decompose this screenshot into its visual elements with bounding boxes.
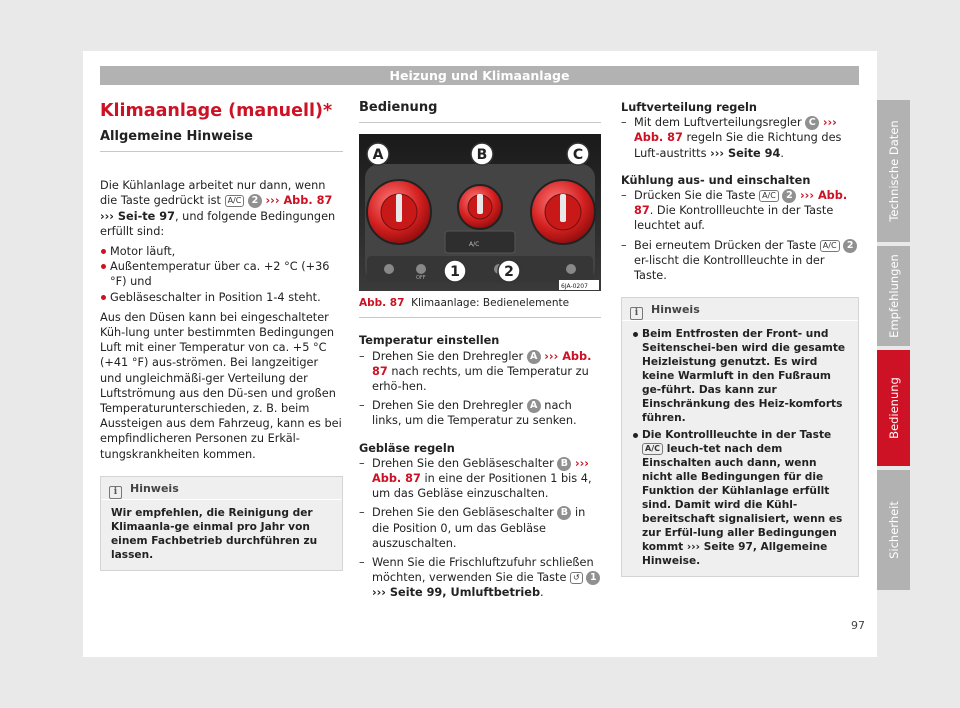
figure-label-a: A: [372, 147, 384, 164]
ac-key-icon: A/C: [225, 195, 245, 207]
tab-bedienung[interactable]: Bedienung: [877, 350, 910, 466]
figure-label-b: B: [476, 147, 488, 164]
page-title: Klimaanlage (manuell)*: [100, 101, 333, 121]
ac-key-icon: A/C: [759, 190, 779, 202]
note-box: [621, 297, 859, 577]
note-header: i Hinweis: [622, 298, 858, 321]
climate-panel-illustration: [359, 134, 601, 291]
figure-label-2: 2: [504, 264, 514, 281]
note-box: [100, 476, 343, 571]
chapter-header: Heizung und Klimaanlage: [100, 66, 859, 85]
tab-sicherheit[interactable]: Sicherheit: [877, 470, 910, 590]
column-right: [621, 100, 859, 577]
info-icon: i: [109, 486, 122, 499]
intro-paragraph: Die Kühlanlage arbeitet nur dann, wenn die Taste gedrückt ist A/C 2 ››› Abb. 87 ››› Sei-te 97, und folgende Bedingungen erfüllt sind:: [100, 179, 336, 238]
step-item: – Drehen Sie den Gebläseschalter B in die Position 0, um das Gebläse auszuschalten.: [359, 505, 601, 551]
section-subtitle: Allgemeine Hinweise: [100, 129, 343, 152]
figure-label-1: 1: [450, 264, 460, 281]
heading-temperature: Temperatur einstellen: [359, 334, 500, 348]
column-left: [100, 100, 343, 571]
note-text: [622, 321, 858, 576]
column-middle: [359, 100, 601, 601]
step-item: – Wenn Sie die Frischluftzufuhr schließen möchten, verwenden Sie die Taste ↺ 1 ››› Seite 99, Umluftbetrieb.: [359, 555, 601, 601]
step-item: – Bei erneutem Drücken der Taste A/C 2 er-lischt die Kontrollleuchte in der Taste.: [621, 238, 859, 284]
note-header: i Hinweis: [101, 477, 342, 500]
badge-a: A: [527, 350, 541, 364]
list-item: Motor läuft,: [100, 244, 343, 259]
link-abb-87[interactable]: ››› Abb. 87: [372, 456, 589, 486]
conditions-list: [100, 244, 343, 305]
badge-1: 1: [586, 571, 600, 585]
step-item: – Drehen Sie den Drehregler A nach links, um die Temperatur zu senken.: [359, 398, 601, 428]
badge-b: B: [557, 506, 571, 520]
list-item: Außentemperatur über ca. +2 °C (+36 °F) und: [100, 259, 343, 289]
link-seite-97[interactable]: ››› Seite 97, Allgemeine Hinweise: [642, 541, 828, 568]
link-abb-87[interactable]: ››› Abb. 87: [634, 189, 848, 218]
tab-empfehlungen[interactable]: Empfehlungen: [877, 246, 910, 346]
figure-code: 6JA-0207: [561, 283, 588, 291]
info-icon: i: [630, 307, 643, 320]
ac-key-icon: A/C: [642, 443, 663, 455]
tab-technische-daten[interactable]: Technische Daten: [877, 100, 910, 242]
badge-2: 2: [843, 239, 857, 253]
list-item: Gebläseschalter in Position 1-4 steht.: [100, 290, 343, 305]
section-heading: Bedienung: [359, 100, 601, 123]
figure-climate-panel: [359, 134, 601, 291]
link-seite-97[interactable]: ››› Sei-te 97: [100, 209, 175, 223]
list-item: Die Kontrollleuchte in der Taste A/C leuch-tet nach dem Einschalten auch dann, wenn nicht alle Bedingungen für die Funktion der Kühlanlage erfüllt sind. Damit wird die Kühl-bereitschaft signalisiert, wenn es zur Erfül-lung aller Bedingungen kommt ››› Seite 97, Allgemeine Hinweise.: [632, 428, 848, 568]
page-number: 97: [851, 619, 865, 632]
link-abb-87[interactable]: ››› Abb. 87: [265, 194, 333, 208]
list-item: Beim Entfrosten der Front- und Seitenschei-ben wird die gesamte Heizleistung genutzt. Es wird keine Warmluft in den Fußraum ge-führt. Das kann zur Einschränkung des Heiz-komforts führen.: [632, 327, 848, 425]
badge-2: 2: [248, 194, 262, 208]
figure-caption: Abb. 87 Klimaanlage: Bedienelemente: [359, 296, 601, 318]
link-seite-99[interactable]: ››› Seite 99, Umluftbetrieb: [372, 586, 541, 600]
step-item: – Drehen Sie den Gebläseschalter B ››› Abb. 87 in eine der Positionen 1 bis 4, um das Gebläse einzuschalten.: [359, 456, 601, 502]
figure-label-c: C: [572, 147, 584, 164]
link-seite-94[interactable]: ››› Seite 94: [710, 146, 781, 160]
off-label: OFF: [416, 275, 426, 282]
badge-c: C: [805, 116, 819, 130]
body-paragraph: Aus den Düsen kann bei eingeschalteter Küh-lung unter bestimmten Bedingungen Luft mit einer Temperatur von ca. +5 °C (+41 °F) aus-strömen. Bei langzeitiger und ungleichmäßi-ger Verteilung der Luftströmung aus den Dü-sen und großen Temperaturunterschieden, z. B. beim Aussteigen aus dem Fahrzeug, kann es bei empfindlicheren Personen zu Erkäl-tungskrankheiten kommen.: [100, 310, 342, 461]
badge-b: B: [557, 457, 571, 471]
step-item: – Mit dem Luftverteilungsregler C ››› Abb. 87 regeln Sie die Richtung des Luft-austritts ››› Seite 94.: [621, 115, 859, 161]
link-abb-87[interactable]: ››› Abb. 87: [634, 116, 837, 145]
note-text: Wir empfehlen, die Reinigung der Klimaanla-ge einmal pro Jahr von einem Fachbetrieb durchführen zu lassen.: [111, 506, 318, 561]
ac-key-icon: A/C: [820, 240, 840, 252]
link-abb-87[interactable]: ››› Abb. 87: [372, 349, 592, 378]
step-item: – Drehen Sie den Drehregler A ››› Abb. 87 nach rechts, um die Temperatur zu erhö-hen.: [359, 349, 601, 395]
heading-air-distribution: Luftverteilung regeln: [621, 101, 757, 114]
badge-a: A: [527, 399, 541, 413]
step-item: – Drücken Sie die Taste A/C 2 ››› Abb. 87. Die Kontrollleuchte in der Taste leuchtet auf.: [621, 188, 859, 234]
heading-cooling: Kühlung aus- und einschalten: [621, 173, 811, 187]
heading-fan: Gebläse regeln: [359, 441, 455, 455]
ac-key-label: A/C: [469, 241, 480, 249]
recirculation-key-icon: ↺: [570, 572, 583, 584]
badge-2: 2: [782, 189, 796, 203]
